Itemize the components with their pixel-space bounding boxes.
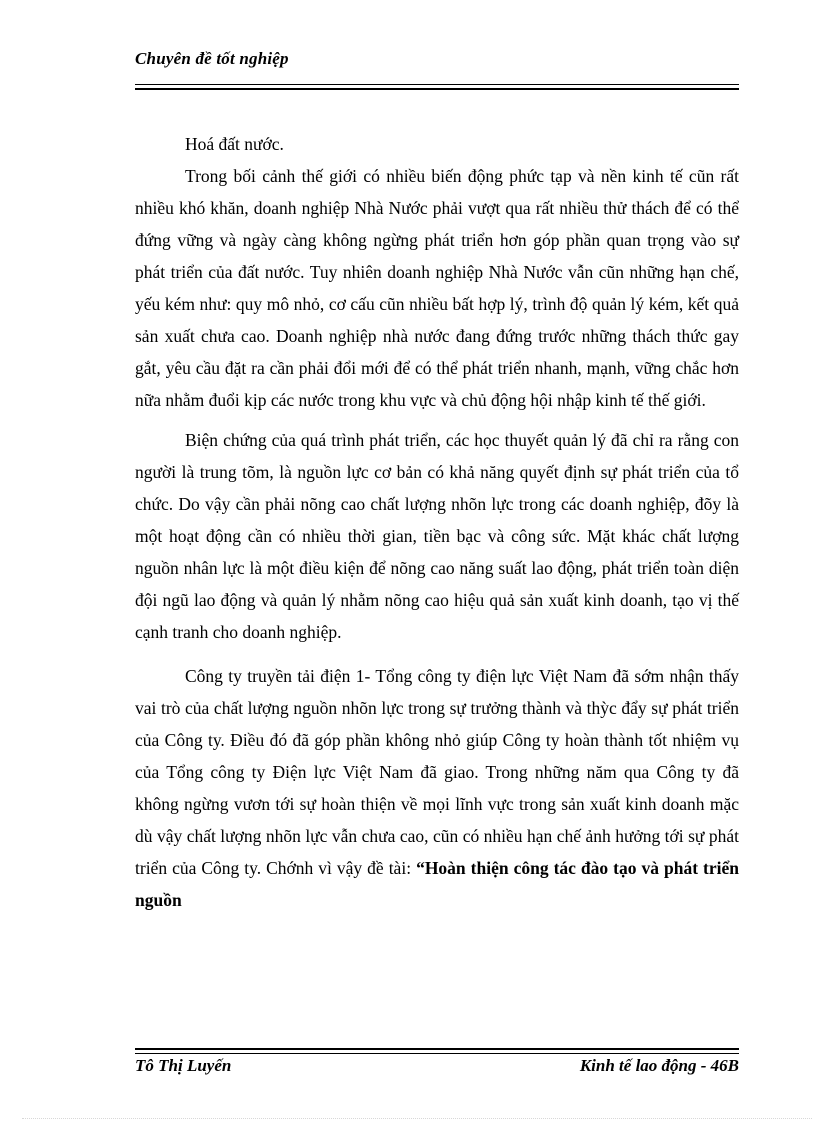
document-body xyxy=(135,128,739,916)
paragraph-company xyxy=(135,660,739,916)
thesis-title-bold: “Hoàn thiện công tác đào tạo và phát triển nguồn xyxy=(135,858,739,910)
footer-author: Tô Thị Luyến xyxy=(135,1056,232,1075)
paragraph-company-text: Công ty truyền tải điện 1- Tổng công ty điện lực Việt Nam đã sớm nhận thấy vai trò của chất lượng nguồn nhõn lực trong sự trưởng thành và thỳc đẩy sự phát triển của Công ty. Điều đó đã góp phần không nhỏ giúp Công ty hoàn thành tốt nhiệm vụ của Tổng công ty Điện lực Việt Nam đã giao. Trong những năm qua Công ty đã không ngừng vươn tới sự hoàn thiện về mọi lĩnh vực trong sản xuất kinh doanh mặc dù vậy chất lượng nhõn lực vẫn chưa cao, cũn có nhiều hạn chế ảnh hưởng tới sự phát triển của Công ty. Chớnh vì vậy đề tài: xyxy=(135,666,739,878)
header-double-rule xyxy=(135,84,739,90)
footer-double-rule xyxy=(135,1048,739,1054)
paragraph-human-resources: Biện chứng của quá trình phát triển, các học thuyết quản lý đã chỉ ra rằng con người là trung tõm, là nguồn lực cơ bản có khả năng quyết định sự phát triển của tổ chức. Do vậy cần phải nõng cao chất lượng nhõn lực trong các doanh nghiệp, đõy là một hoạt động cần có nhiều thời gian, tiền bạc và công sức. Mặt khác chất lượng nguồn nhân lực là một điều kiện để nõng cao năng suất lao động, phát triển toàn diện đội ngũ lao động và quản lý nhằm nõng cao hiệu quả sản xuất kinh doanh, tạo vị thế cạnh tranh cho doanh nghiệp. xyxy=(135,430,739,642)
page-edge-dotted-line xyxy=(22,1118,812,1119)
footer-class: Kinh tế lao động - 46B xyxy=(579,1056,739,1075)
paragraph-context: Trong bối cảnh thế giới có nhiều biến động phức tạp và nền kinh tế cũn rất nhiều khó khăn, doanh nghiệp Nhà Nước phải vượt qua rất nhiều thử thách để có thể đứng vững và ngày càng không ngừng phát triển hơn góp phần quan trọng vào sự phát triển của đất nước. Tuy nhiên doanh nghiệp Nhà Nước vẫn cũn những hạn chế, yếu kém như: quy mô nhỏ, cơ cấu cũn nhiều bất hợp lý, trình độ quản lý kém, kết quả sản xuất chưa cao. Doanh nghiệp nhà nước đang đứng trước những thách thức gay gắt, yêu cầu đặt ra cần phải đổi mới để có thể phát triển nhanh, mạnh, vững chắc hơn nữa nhằm đuổi kịp các nước trong khu vực và chủ động hội nhập kinh tế thế giới. xyxy=(135,166,739,410)
header-title: Chuyên đề tốt nghiệp xyxy=(135,49,289,68)
paragraph-continuation: Hoá đất nước. xyxy=(185,134,284,154)
